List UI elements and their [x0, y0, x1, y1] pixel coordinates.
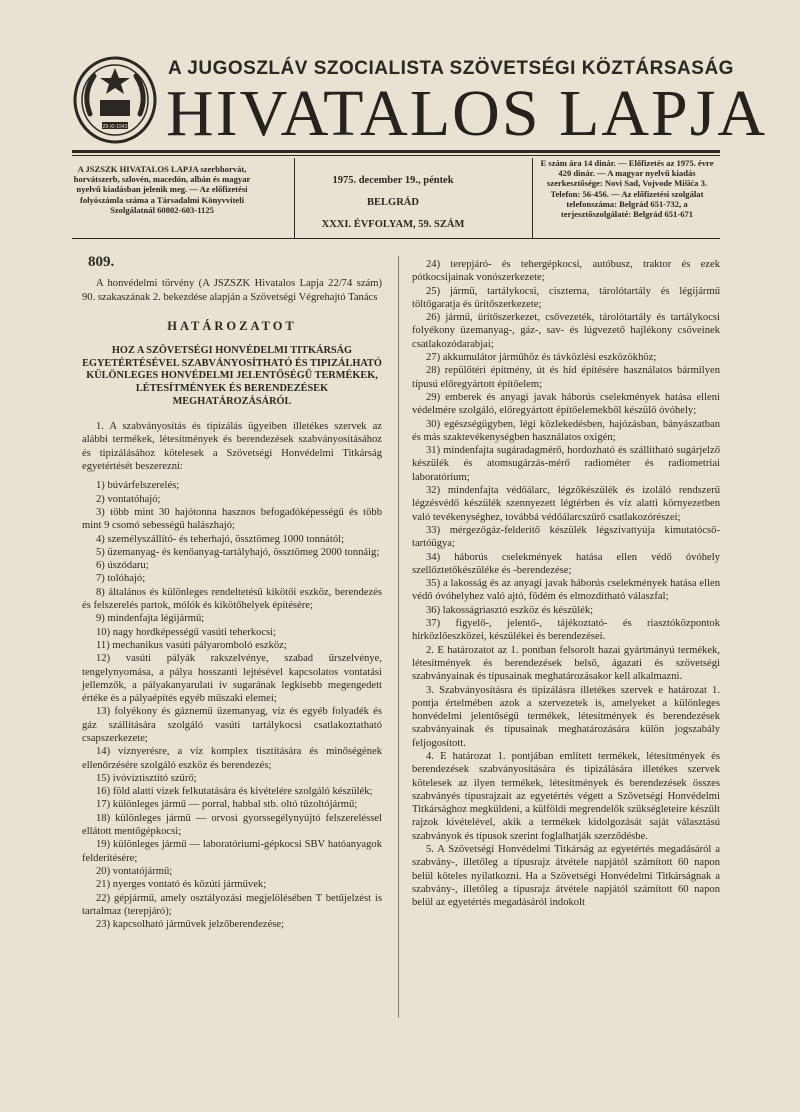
list-item: 1) búvárfelszerelés;	[96, 480, 180, 492]
subscription-info: E szám ára 14 dinár. — Előfizetés az 1975. évre 420 dinár. — A magyar nyelvű kiadás szerkesztősége: Novi Sad, Vojvode Mišića 3. Telefon: 56-456. — Az előfizetési szolgálat telefonszáma: Belgrád 651-732, a terjesztőszolgálaté: Belgrád 651-671	[540, 158, 714, 220]
masthead-rule-thin	[72, 155, 720, 156]
paragraph-1: 1. A szabványosítás és tipizálás ügyeiben illetékes szervek az alábbi termékek, létesítmények és berendezések szabványosításához és tipizálásához kötelesek a Szövetségi Honvédelmi Titkárság egyetértését beszerezni:	[82, 421, 382, 473]
paragraph: 2. E határozatot az 1. pontban felsorolt hazai gyártmányú termékek, létesítmények és berendezések belső, ágazati és szövetségi szabványainak és típusainak meghatározásakor kell alkalmazni.	[412, 644, 720, 683]
list-item: 5) üzemanyag- és kenőanyag-tartályhajó, össztömeg 2000 tonnáig;	[96, 546, 380, 558]
list-item: 10) nagy hordképességű vasúti teherkocsi;	[96, 626, 277, 638]
list-item: 3) több mint 30 hajótonna hasznos befogadóképességű és több mint 9 csomó sebességű halászhajó;	[82, 506, 382, 532]
item-list-left	[82, 479, 382, 931]
list-item: 25) jármű, tartálykocsi, ciszterna, tárolótartály és légijármű töltőgaratja és ürítőszerkezete;	[412, 285, 720, 310]
state-emblem-icon	[72, 54, 158, 146]
paragraph-list-right	[412, 644, 720, 910]
list-item: 27) akkumulátor járműhöz és távközlési eszközökhöz;	[426, 352, 657, 364]
decree-heading: HOZ A SZÖVETSÉGI HONVÉDELMI TITKÁRSÁG EGYETÉRTÉSÉVEL SZABVÁNYOSÍTHATÓ ÉS TIPIZÁLHATÓ KÜLÖNLEGES HONVÉDELMI JELENTŐSÉGŰ TERMÉKEK, LÉTESÍTMÉNYEK ÉS BERENDEZÉSEK MEGHATÁROZÁSÁRÓL	[82, 345, 382, 407]
list-item: 2) vontatóhajó;	[96, 493, 161, 505]
list-item: 32) mindenfajta védőálarc, légzőkészülék és izoláló rendszerű légzésvédő készülék szennyezett légtérben és víz alatti környezetben való tevékenységhez, továbbá védőálarcszűrő csatlakozórészei;	[412, 485, 720, 523]
list-item: 35) a lakosság és az anyagi javak háborús cselekmények hatása ellen védő óvóhelyhez való ajtó, födém és elmozdítható válaszfal;	[412, 578, 720, 603]
masthead-title: HIVATALOS LAPJA	[166, 77, 768, 150]
list-item: 37) figyelő-, jelentő-, tájékoztató- és riasztóközpontok hírközlőeszközei, készülékei és berendezései.	[412, 618, 720, 643]
issue-volume: XXXI. ÉVFOLYAM, 59. SZÁM	[321, 219, 465, 230]
masthead-rule-thick	[72, 150, 720, 153]
list-item: 6) úszódaru;	[96, 560, 149, 572]
list-item: 29) emberek és anyagi javak háborús cselekmények hatása elleni védelmére szolgáló, előregyártott építőelemekből készülő óvóhely;	[412, 391, 720, 417]
decree-intro: A honvédelmi törvény (A JSZSZK Hivatalos Lapja 22/74 szám) 90. szakaszának 2. bekezdése alapján a Szövetségi Végrehajtó Tanács	[82, 278, 382, 303]
list-item: 33) mérgezőgáz-felderítő készülék légszivattyúja kimutatócső-tartóügya;	[412, 524, 720, 550]
list-item: 8) általános és különleges rendeltetésű kikötői eszköz, berendezés és felszerelés partok, mólók és kikötőhelyek építésére;	[82, 586, 382, 612]
list-item: 36) lakosságriasztó eszköz és készülék;	[426, 604, 594, 616]
header-divider-left	[294, 158, 295, 238]
list-item: 22) gépjármű, amely osztályozási megjelölésében T betűjelzést is tartalmaz (terepjáró);	[82, 892, 382, 917]
header-bottom-rule	[72, 238, 720, 239]
list-item: 24) terepjáró- és tehergépkocsi, autóbusz, traktor és ezek pótkocsijainak vonószerkezete;	[412, 259, 720, 284]
list-item: 7) tolóhajó;	[96, 573, 146, 585]
list-item: 11) mechanikus vasúti pályaromboló eszköz;	[96, 639, 287, 651]
paragraph: 5. A Szövetségi Honvédelmi Titkárság az egyetértés megadásáról a szabvány-, illetőleg a típusrajz átvétele napjától számított 60 napon belül köteles nyilatkozni. Ha a Szövetségi Honvédelmi Titkárságnak a szabvány-, illetőleg a típusrajz átvétele napjától számított 60 napon belül az egyetértés megadásáról indokolt	[412, 844, 720, 909]
decree-type: HATÁROZATOT	[167, 318, 297, 333]
issue-date: 1975. december 19., péntek	[332, 175, 454, 186]
svg-text:29-XI-1943: 29-XI-1943	[102, 124, 128, 130]
paragraph: 3. Szabványosításra és tipizálásra illetékes szervek e határozat 1. pontja értelmében azok a szervezetek is, amelyeket a különleges honvédelmi jelentőségű termékek, létesítmények és berendezések szabványainak és típusainak meghatározására külön jogszabály feljogosított.	[412, 684, 720, 749]
issue-info	[298, 170, 488, 236]
list-item: 12) vasúti pályák rakszelvénye, szabad űrszelvénye, tengelynyomása, a pálya hosszanti lejtésével kapcsolatos vontatási jellemzők, a pályakanyarulati ív sugarának legkisebb megengedett értéke és a pályaépítés egyéb műszaki elemei;	[82, 653, 382, 705]
list-item: 31) mindenfajta sugáradagmérő, hordozható és szállítható sugárjelző készülék és atomsugárzás-mérő radiométer és radiometriai laboratórium;	[412, 445, 720, 483]
list-item: 26) jármű, ürítőszerkezet, csővezeték, tárolótartály és tartálykocsi folyékony üzemanyag-, gáz-, sav- és lúgvezető hajlékony csöveinek csatlakozódarabjai;	[412, 312, 720, 350]
publication-info: A JSZSZK HIVATALOS LAPJA szerbhorvát, horvátszerb, szlovén, macedón, albán és magyar nyelvű kiadásban jelenik meg. — Az előfizetési folyószámla száma a Társadalmi Könyvviteli Szolgálatnál 60802-603-1125	[73, 164, 251, 215]
list-item: 23) kapcsolható járművek jelzőberendezése;	[96, 919, 284, 931]
issue-place: BELGRÁD	[367, 197, 419, 208]
list-item: 20) vontatójármű;	[96, 865, 173, 877]
list-item: 9) mindenfajta légijármű;	[96, 613, 205, 625]
list-item: 13) folyékony és gáznemű üzemanyag, víz és egyéb folyadék és gáz szállítására szolgáló vasúti tartálykocsi csatlakoztatható csapszerkezete;	[82, 706, 382, 744]
list-item: 17) különleges jármű — porral, habbal stb. oltó tűzoltójármű;	[96, 799, 358, 811]
column-divider	[398, 256, 399, 1018]
list-item: 30) egészségügyben, légi közlekedésben, hajózásban, bányászatban és más szaktevékenységben használatos oxigén;	[412, 418, 720, 443]
list-item: 28) repülőtéri építmény, út és híd építésére használatos bármilyen típusú előregyártott építőelem;	[412, 365, 720, 390]
paragraph: 4. E határozat 1. pontjában említett termékek, létesítmények és berendezések szabványosítására és tipizálására illetékes szervek kötelesek az ilyen termékek, létesítmények és berendezések összes szabványés típusrajzait az egyetértés végett a Szövetségi Honvédelmi Titkársághoz megküldeni, a külföldi megrendelők szükségleteire készült rajzok kivételével, akik a termékek kidolgozását saját választású szabványok és típusok szerint foglalhatják szerződésbe.	[412, 750, 720, 842]
list-item: 18) különleges jármű — orvosi gyorssegélynyújtó felszereléssel ellátott mentőgépkocsi;	[82, 812, 382, 838]
list-item: 16) föld alatti vizek felkutatására és kivételére szolgáló készülék;	[96, 786, 373, 798]
list-item: 21) nyerges vontató és közúti járművek;	[96, 879, 267, 891]
masthead-kicker: A JUGOSZLÁV SZOCIALISTA SZÖVETSÉGI KÖZTÁRSASÁG	[168, 58, 734, 79]
list-item: 19) különleges jármű — laboratóriumi-gépkocsi SBV hatóanyagok felderítésére;	[82, 839, 382, 864]
right-column	[412, 258, 720, 910]
list-item: 14) víznyerésre, a víz komplex tisztítására és minőségének ellenőrzésére szolgáló eszköz és berendezés;	[82, 746, 382, 771]
list-item: 15) ivóvíztisztító szűrő;	[96, 772, 197, 784]
list-item: 4) személyszállító- és teherhajó, össztömeg 1000 tonnától;	[96, 533, 345, 545]
decree-number: 809.	[88, 254, 115, 270]
list-item: 34) háborús cselekmények hatása ellen védő óvóhely szellőztetőkészüléke és -berendezése;	[412, 551, 720, 576]
left-column	[82, 256, 382, 931]
item-list-right	[412, 258, 720, 644]
header-divider-right	[532, 158, 533, 238]
